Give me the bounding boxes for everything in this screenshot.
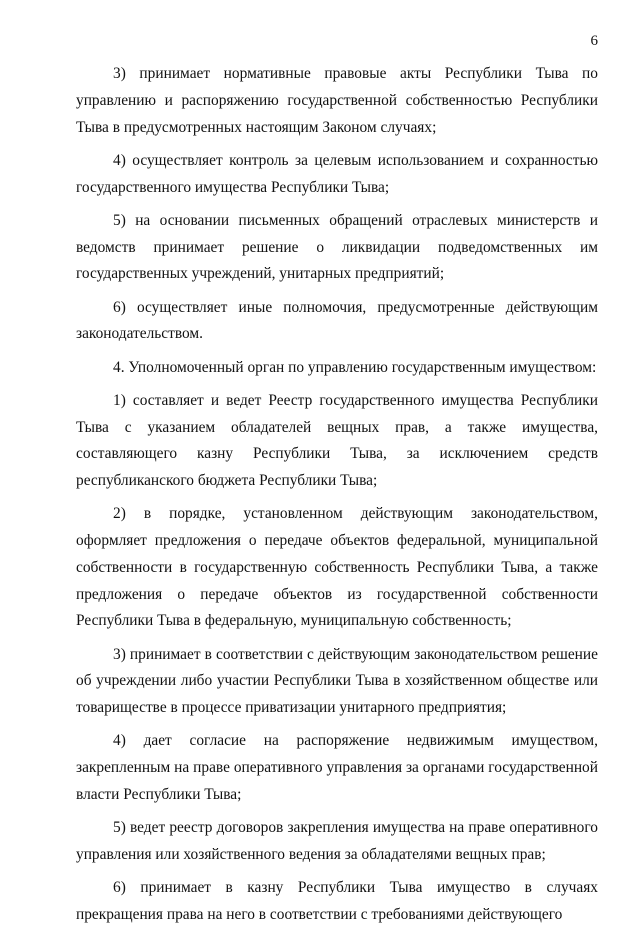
paragraph-item-5-liquidation: 5) на основании письменных обращений отраслевых министерств и ведомств принимает решение о ликвидации подведомственных им государственных учреждений, унитарных предприятий; bbox=[76, 211, 598, 283]
paragraph-item-4-control: 4) осуществляет контроль за целевым использованием и сохранностью государственного имущества Республики Тыва; bbox=[76, 151, 598, 196]
paragraph-item-3-business-participation: 3) принимает в соответствии с действующим законодательством решение об учреждении либо участии Республики Тыва в хозяйственном обществе или товариществе в процессе приватизации унитарного предприятия; bbox=[76, 645, 598, 717]
paragraph-item-6-other-powers: 6) осуществляет иные полномочия, предусмотренные действующим законодательством. bbox=[76, 298, 598, 343]
paragraph-item-4-real-estate-consent: 4) дает согласие на распоряжение недвижимым имуществом, закрепленным на праве оперативного управления за органами государственной власти Республики Тыва; bbox=[76, 732, 598, 804]
paragraph-item-2-transfer-proposals: 2) в порядке, установленном действующим законодательством, оформляет предложения о передаче объектов федеральной, муниципальной собственности в государственную собственность Республики Тыва, а также предложения о передаче объектов из государственной собственности Республики Тыва в федеральную, муниципальную собственность; bbox=[76, 505, 598, 630]
paragraph-item-1-registry: 1) составляет и ведет Реестр государственного имущества Республики Тыва с указанием обладателей вещных прав, а также имущества, составляющего казну Республики Тыва, за исключением средств республиканского бюджета Республики Тыва; bbox=[76, 391, 598, 490]
paragraph-item-6-treasury-acceptance: 6) принимает в казну Республики Тыва имущество в случаях прекращения права на него в соответствии с требованиями действующего bbox=[76, 879, 598, 924]
page-number: 6 bbox=[590, 33, 598, 49]
paragraph-item-5-contracts-registry: 5) ведет реестр договоров закрепления имущества на праве оперативного управления или хозяйственного ведения за обладателями вещных прав; bbox=[76, 819, 598, 864]
document-body bbox=[76, 61, 598, 935]
paragraph-item-3-normative-acts: 3) принимает нормативные правовые акты Республики Тыва по управлению и распоряжению государственной собственностью Республики Тыва в предусмотренных настоящим Законом случаях; bbox=[76, 65, 598, 136]
section-heading-authorized-body: 4. Уполномоченный орган по управлению государственным имуществом: bbox=[113, 358, 597, 376]
